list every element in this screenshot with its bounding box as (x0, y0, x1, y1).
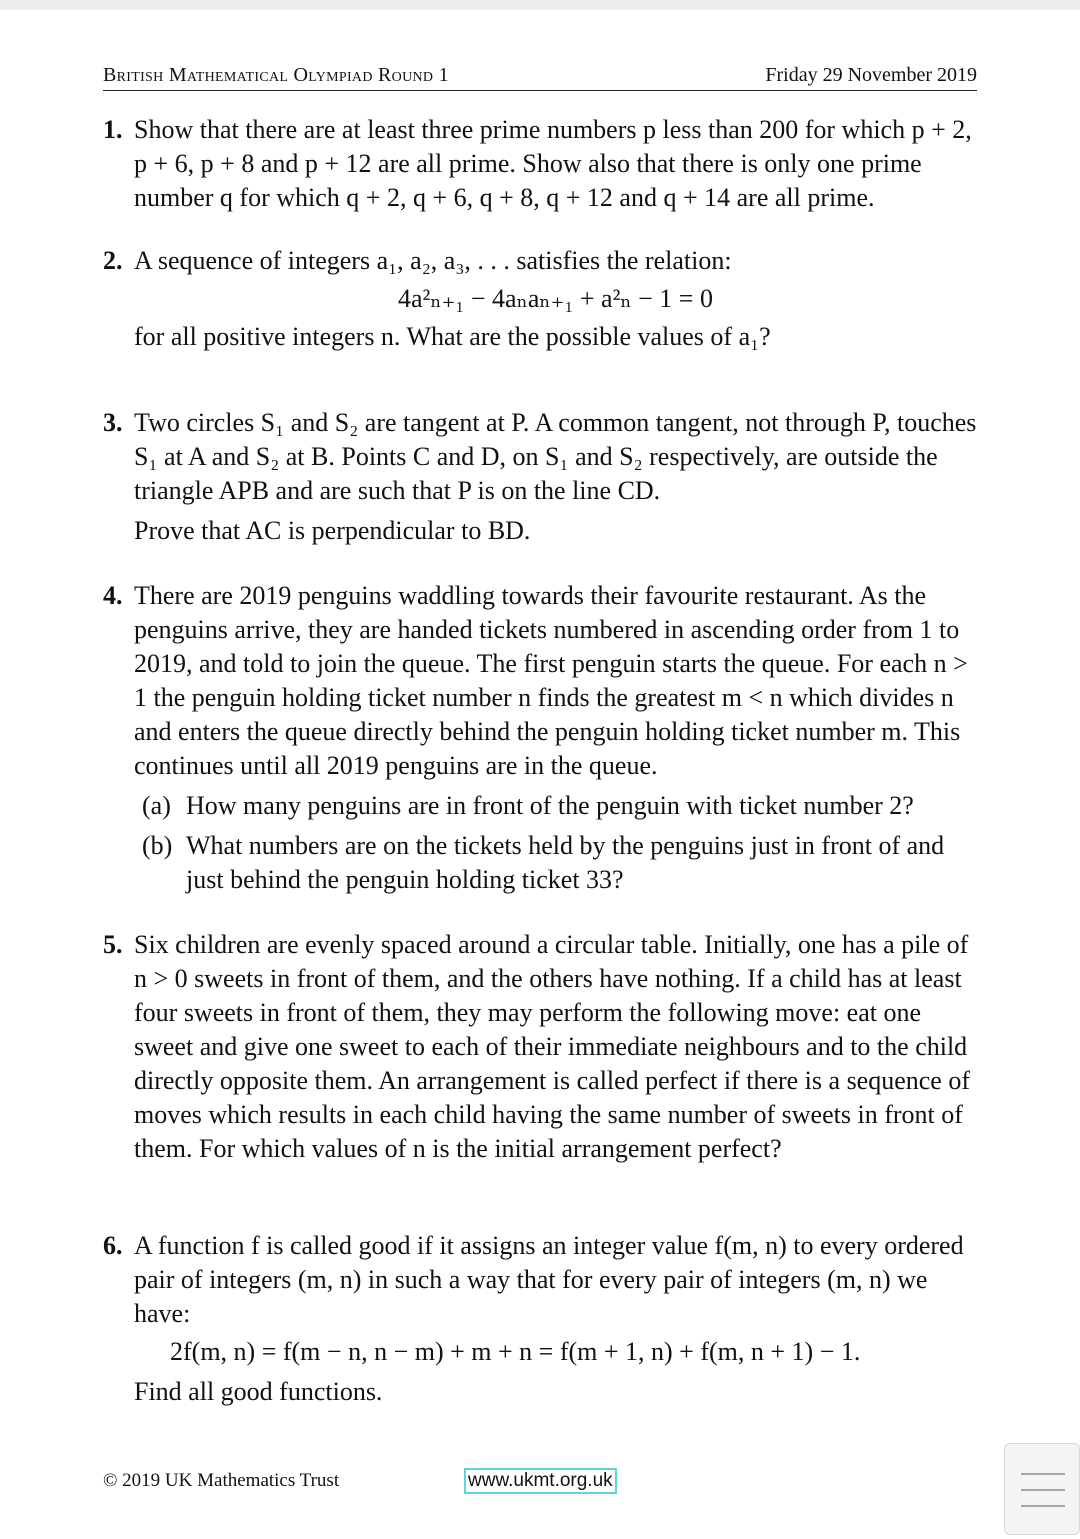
problem-text: Two circles S₁ and S₂ are tangent at P. A common tangent, not through P, touches S₁ at A and S₂ at B. Points C and D, on S₁ and S₂ respectively, are outside the triangle APB and are such that P is on the line CD. (134, 408, 977, 505)
problem-1 (103, 113, 977, 215)
subpart-a (134, 789, 977, 823)
problem-text: Six children are evenly spaced around a circular table. Initially, one has a pile of n > 0 sweets in front of them, and the others have nothing. If a child has at least four sweets in front of them, they may perform the following move: eat one sweet and give one sweet to each of their immediate neighbours and to the child directly opposite them. An arrangement is called perfect if there is a sequence of moves which results in each child having the same number of sweets in front of them. For which values of n is the initial arrangement perfect? (134, 930, 970, 1163)
subpart-text: What numbers are on the tickets held by the penguins just in front of and just behind the penguin holding ticket 33? (186, 831, 945, 894)
subpart-label: (a) (142, 791, 171, 820)
problem-text: There are 2019 penguins waddling towards their favourite restaurant. As the penguins arrive, they are handed tickets numbered in ascending order from 1 to 2019, and told to join the queue. The first penguin starts the queue. For each n > 1 the penguin holding ticket number n finds the greatest m < n which divides n and enters the queue directly behind the penguin holding ticket number m. This continues until all 2019 penguins are in the queue. (134, 581, 968, 780)
subpart-label: (b) (142, 831, 173, 860)
header-title: British Mathematical Olympiad Round 1 (103, 64, 449, 86)
subpart-text: How many penguins are in front of the penguin with ticket number 2? (186, 791, 914, 820)
problem-4 (103, 579, 977, 897)
subpart-b (134, 829, 977, 897)
problem-text: Show that there are at least three prime numbers p less than 200 for which p + 2, p + 6, p + 8 and p + 12 are all prime. Show also that there is only one prime number q for which q + 2, q + 6, q + 8, q + 12 and q + 14 are all prime. (134, 115, 972, 212)
problem-text: A function f is called good if it assigns an integer value f(m, n) to every ordered pair of integers (m, n) in such a way that for every pair of integers (m, n) we have: (134, 1231, 964, 1328)
problem-number: 6. (103, 1231, 123, 1260)
problem-text-continued: Find all good functions. (134, 1377, 383, 1406)
problem-number: 1. (103, 115, 123, 144)
problem-number: 2. (103, 246, 123, 275)
problem-2 (103, 244, 977, 354)
menu-button[interactable] (1004, 1443, 1080, 1535)
problem-6 (103, 1229, 977, 1409)
problem-number: 3. (103, 408, 123, 437)
problem-text: A sequence of integers a₁, a₂, a₃, . . . satisfies the relation: (134, 246, 732, 275)
viewer-top-bar (0, 0, 1080, 10)
copyright-text: © 2019 UK Mathematics Trust (103, 1470, 340, 1491)
problem-5 (103, 928, 977, 1166)
problem-number: 5. (103, 930, 123, 959)
problem-3 (103, 406, 977, 548)
header-date: Friday 29 November 2019 (765, 64, 977, 86)
website-link[interactable]: www.ukmt.org.uk (464, 1468, 617, 1494)
problem-text-continued: for all positive integers n. What are the possible values of a₁? (134, 322, 771, 351)
page-header (103, 62, 977, 91)
problem-number: 4. (103, 581, 123, 610)
problem-equation: 4a²ₙ₊₁ − 4aₙaₙ₊₁ + a²ₙ − 1 = 0 (398, 284, 713, 313)
problem-equation: 2f(m, n) = f(m − n, n − m) + m + n = f(m + 1, n) + f(m, n + 1) − 1. (170, 1337, 861, 1366)
problem-text-continued: Prove that AC is perpendicular to BD. (134, 516, 531, 545)
